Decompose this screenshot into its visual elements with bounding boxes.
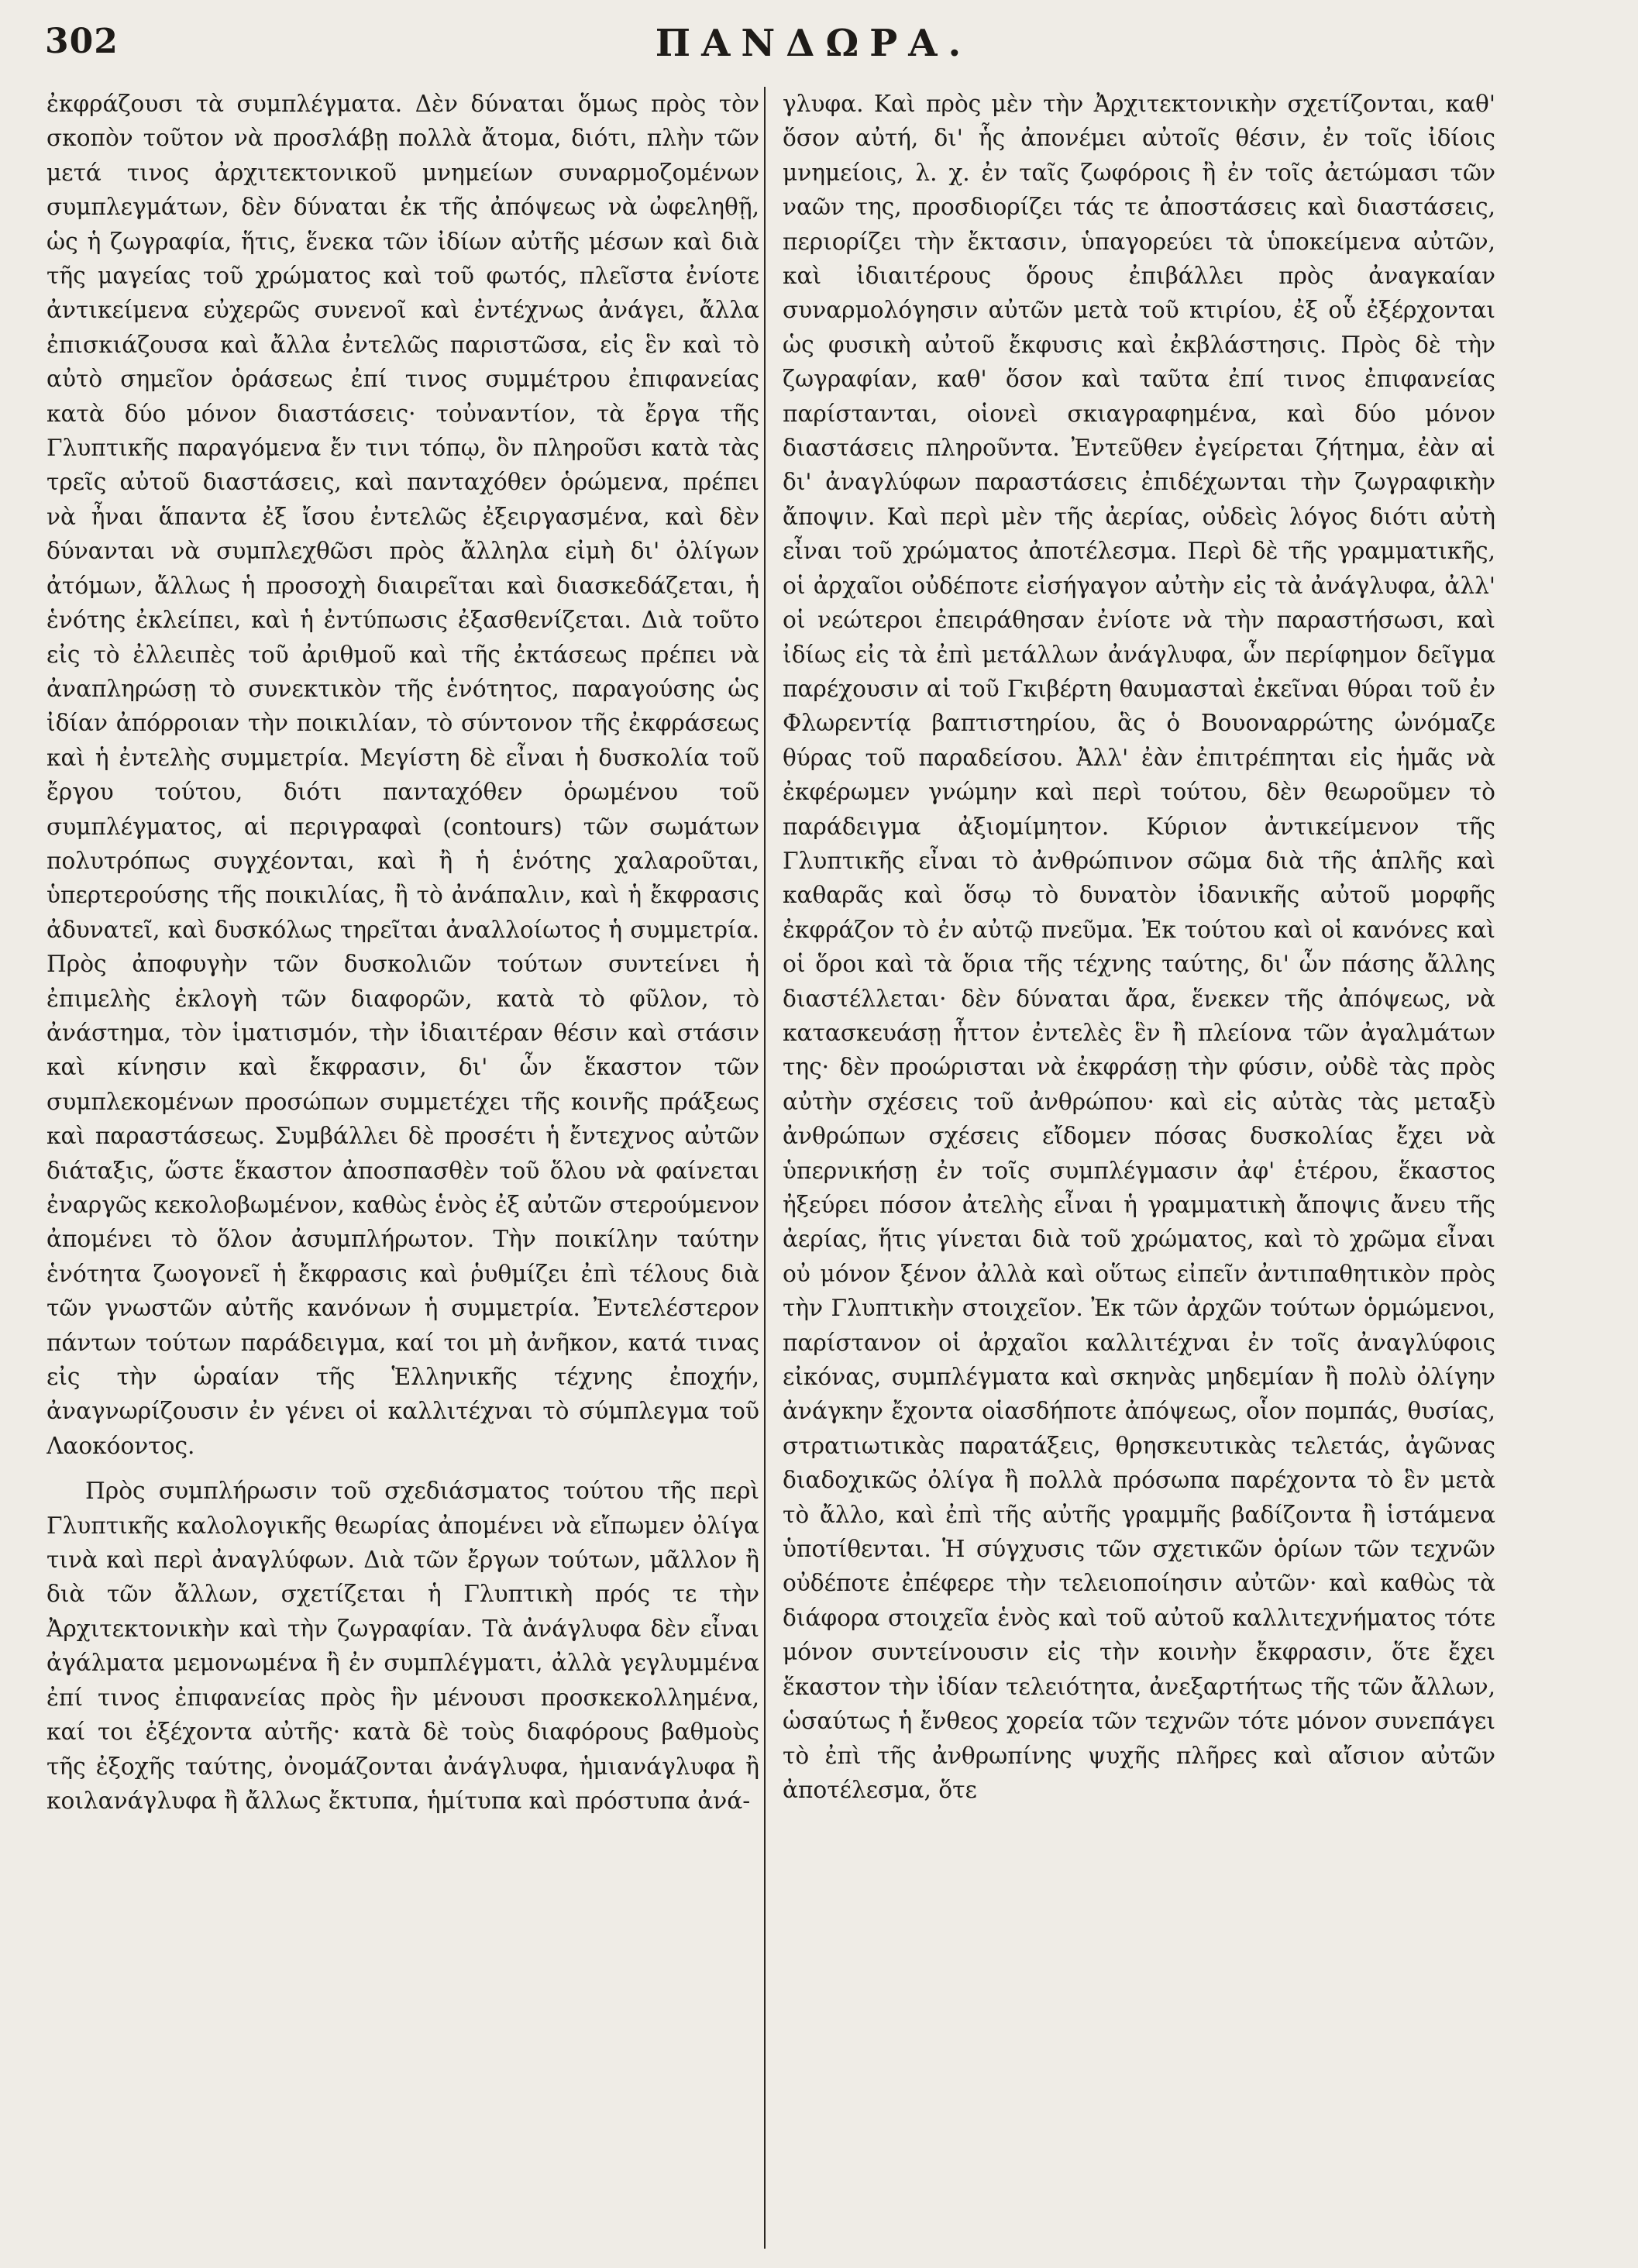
page-header — [39, 22, 1588, 68]
running-title: ΠΑΝΔΩΡΑ. — [655, 22, 972, 65]
column-divider — [764, 87, 766, 2249]
left-paragraph-1: ἐκφράζουσι τὰ συμπλέγματα. Δὲν δύναται ὅμως πρὸς τὸν σκοπὸν τοῦτον νὰ προσλάβῃ πολλὰ ἄτομα, διότι, πλὴν τῶν μετά τινος ἀρχιτεκτονικοῦ μνημείων συναρμοζομένων συμπλεγμάτων, δὲν δύναται ἐκ τῆς ἀπόψεως νὰ ὠφεληθῇ, ὡς ἡ ζωγραφία, ἥτις, ἕνεκα τῶν ἰδίων αὐτῆς μέσων καὶ διὰ τῆς μαγείας τοῦ χρώματος καὶ τοῦ φωτός, πλεῖστα ἐνίοτε ἀντικείμενα εὐχερῶς συνενοῖ καὶ ἐντέχνως ἀνάγει, ἄλλα ἐπισκιάζουσα καὶ ἄλλα ἐντελῶς παριστῶσα, εἰς ἓν καὶ τὸ αὐτὸ σημεῖον ὁράσεως ἐπί τινος συμμέτρου ἐπιφανείας κατὰ δύο μόνον διαστάσεις· τοὐναντίον, τὰ ἔργα τῆς Γλυπτικῆς παραγόμενα ἔν τινι τόπῳ, ὃν πληροῦσι κατὰ τὰς τρεῖς αὐτοῦ διαστάσεις, καὶ πανταχόθεν ὁρώμενα, πρέπει νὰ ἦναι ἅπαντα ἐξ ἴσου ἐντελῶς ἐξειργασμένα, καὶ δὲν δύνανται νὰ συμπλεχθῶσι πρὸς ἄλληλα εἰμὴ δι' ὀλίγων ἀτόμων, ἄλλως ἡ προσοχὴ διαιρεῖται καὶ διασκεδάζεται, ἡ ἑνότης ἐκλείπει, καὶ ἡ ἐντύπωσις ἐξασθενίζεται. Διὰ τοῦτο εἰς τὸ ἐλλειπὲς τοῦ ἀριθμοῦ καὶ τῆς ἐκτάσεως πρέπει νὰ ἀναπληρώσῃ τὸ συνεκτικὸν τῆς ἑνότητος, παραγούσης ὡς ἰδίαν ἀπόρροιαν τὴν ποικιλίαν, τὸ σύντονον τῆς ἐκφράσεως καὶ ἡ ἐντελὴς συμμετρία. Μεγίστη δὲ εἶναι ἡ δυσκολία τοῦ ἔργου τούτου, διότι πανταχόθεν ὁρωμένου τοῦ συμπλέγματος, αἱ περιγραφαὶ (contours) τῶν σωμάτων πολυτρόπως συγχέονται, καὶ ἢ ἡ ἑνότης χαλαροῦται, ὑπερτερούσης τῆς ποικιλίας, ἢ τὸ ἀνάπαλιν, καὶ ἡ ἔκφρασις ἀδυνατεῖ, καὶ δυσκόλως τηρεῖται ἀναλλοίωτος ἡ συμμετρία. Πρὸς ἀποφυγὴν τῶν δυσκολιῶν τούτων συντείνει ἡ ἐπιμελὴς ἐκλογὴ τῶν διαφορῶν, κατὰ τὸ φῦλον, τὸ ἀνάστημα, τὸν ἱματισμόν, τὴν ἰδιαιτέραν θέσιν καὶ στάσιν καὶ κίνησιν καὶ ἔκφρασιν, δι' ὧν ἕκαστον τῶν συμπλεκομένων προσώπων συμμετέχει τῆς κοινῆς πράξεως καὶ παραστάσεως. Συμβάλλει δὲ προσέτι ἡ ἔντεχνος αὐτῶν διάταξις, ὥστε ἕκαστον ἀποσπασθὲν τοῦ ὅλου νὰ φαίνεται ἐναργῶς κεκολοβωμένον, καθὼς ἑνὸς ἐξ αὐτῶν στερούμενον ἀπομένει τὸ ὅλον ἀσυμπλήρωτον. Τὴν ποικίλην ταύτην ἑνότητα ζωογονεῖ ἡ ἔκφρασις καὶ ῥυθμίζει ἐπὶ τέλους διὰ τῶν γνωστῶν αὐτῆς κανόνων ἡ συμμετρία. Ἐντελέστερον πάντων τούτων παράδειγμα, καί τοι μὴ ἀνῆκον, κατά τινας εἰς τὴν ὡραίαν τῆς Ἑλληνικῆς τέχνης ἐποχήν, ἀναγνωρίζουσιν ἐν γένει οἱ καλλιτέχναι τὸ σύμπλεγμα τοῦ Λαοκόοντος. — [46, 91, 759, 1459]
left-paragraph-2: Πρὸς συμπλήρωσιν τοῦ σχεδιάσματος τούτου τῆς περὶ Γλυπτικῆς καλολογικῆς θεωρίας ἀπομένει νὰ εἴπωμεν ὀλίγα τινὰ καὶ περὶ ἀναγλύφων. Διὰ τῶν ἔργων τούτων, μᾶλλον ἢ διὰ τῶν ἄλλων, σχετίζεται ἡ Γλυπτικὴ πρός τε τὴν Ἀρχιτεκτονικὴν καὶ τὴν ζωγραφίαν. Τὰ ἀνάγλυφα δὲν εἶναι ἀγάλματα μεμονωμένα ἢ ἐν συμπλέγματι, ἀλλὰ γεγλυμμένα ἐπί τινος ἐπιφανείας πρὸς ἣν μένουσι προσκεκολλημένα, καί τοι ἐξέχοντα αὐτῆς· κατὰ δὲ τοὺς διαφόρους βαθμοὺς τῆς ἐξοχῆς ταύτης, ὀνομάζονται ἀνάγλυφα, ἡμιανάγλυφα ἢ κοιλανάγλυφα ἢ ἄλλως ἔκτυπα, ἡμίτυπα καὶ πρόστυπα ἀνά- — [46, 1478, 759, 1814]
right-paragraph-1: γλυφα. Καὶ πρὸς μὲν τὴν Ἀρχιτεκτονικὴν σχετίζονται, καθ' ὅσον αὐτή, δι' ἧς ἀπονέμει αὐτοῖς θέσιν, ἐν τοῖς ἰδίοις μνημείοις, λ. χ. ἐν ταῖς ζωφόροις ἢ ἐν τοῖς ἀετώμασι τῶν ναῶν της, προσδιορίζει τάς τε ἀποστάσεις καὶ διαστάσεις, περιορίζει τὴν ἔκτασιν, ὑπαγορεύει τὰ ὑποκείμενα αὐτῶν, καὶ ἰδιαιτέρους ὅρους ἐπιβάλλει πρὸς ἀναγκαίαν συναρμολόγησιν αὐτῶν μετὰ τοῦ κτιρίου, ἐξ οὗ ἐξέρχονται ὡς φυσικὴ αὐτοῦ ἔκφυσις καὶ ἐκβλάστησις. Πρὸς δὲ τὴν ζωγραφίαν, καθ' ὅσον καὶ ταῦτα ἐπί τινος ἐπιφανείας παρίστανται, οἱονεὶ σκιαγραφημένα, καὶ δύο μόνον διαστάσεις πληροῦντα. Ἐντεῦθεν ἐγείρεται ζήτημα, ἐὰν αἱ δι' ἀναγλύφων παραστάσεις ἐπιδέχωνται τὴν ζωγραφικὴν ἄποψιν. Καὶ περὶ μὲν τῆς ἀερίας, οὐδεὶς λόγος διότι αὐτὴ εἶναι τοῦ χρώματος ἀποτέλεσμα. Περὶ δὲ τῆς γραμματικῆς, οἱ ἀρχαῖοι οὐδέποτε εἰσήγαγον αὐτὴν εἰς τὰ ἀνάγλυφα, ἀλλ' οἱ νεώτεροι ἐπειράθησαν ἐνίοτε νὰ τὴν παραστήσωσι, καὶ ἰδίως εἰς τὰ ἐπὶ μετάλλων ἀνάγλυφα, ὧν περίφημον δεῖγμα παρέχουσιν αἱ τοῦ Γκιβέρτη θαυμασταὶ ἐκεῖναι θύραι τοῦ ἐν Φλωρεντίᾳ βαπτιστηρίου, ἃς ὁ Βουοναρρώτης ὠνόμαζε θύρας τοῦ παραδείσου. Ἀλλ' ἐὰν ἐπιτρέπηται εἰς ἡμᾶς νὰ ἐκφέρωμεν γνώμην καὶ περὶ τούτου, δὲν θεωροῦμεν τὸ παράδειγμα ἀξιομίμητον. Κύριον ἀντικείμενον τῆς Γλυπτικῆς εἶναι τὸ ἀνθρώπινον σῶμα διὰ τῆς ἁπλῆς καὶ καθαρᾶς καὶ ὅσῳ τὸ δυνατὸν ἰδανικῆς αὐτοῦ μορφῆς ἐκφράζον τὸ ἐν αὐτῷ πνεῦμα. Ἐκ τούτου καὶ οἱ κανόνες καὶ οἱ ὅροι καὶ τὰ ὅρια τῆς τέχνης ταύτης, δι' ὧν πάσης ἄλλης διαστέλλεται· δὲν δύναται ἄρα, ἕνεκεν τῆς ἀπόψεως, νὰ κατασκευάσῃ ἧττον ἐντελὲς ἓν ἢ πλείονα τῶν ἀγαλμάτων της· δὲν προώρισται νὰ ἐκφράσῃ τὴν φύσιν, οὐδὲ τὰς πρὸς αὐτὴν σχέσεις τοῦ ἀνθρώπου· καὶ εἰς αὐτὰς τὰς μεταξὺ ἀνθρώπων σχέσεις εἴδομεν πόσας δυσκολίας ἔχει νὰ ὑπερνικήσῃ ἐν τοῖς συμπλέγμασιν ἀφ' ἑτέρου, ἕκαστος ἠξεύρει πόσον ἀτελὴς εἶναι ἡ γραμματικὴ ἄποψις ἄνευ τῆς ἀερίας, ἥτις γίνεται διὰ τοῦ χρώματος, καὶ τὸ χρῶμα εἶναι οὐ μόνον ξένον ἀλλὰ καὶ οὕτως εἰπεῖν ἀντιπαθητικὸν πρὸς τὴν Γλυπτικὴν στοιχεῖον. Ἐκ τῶν ἀρχῶν τούτων ὁρμώμενοι, παρίστανον οἱ ἀρχαῖοι καλλιτέχναι ἐν τοῖς ἀναγλύφοις εἰκόνας, συμπλέγματα καὶ σκηνὰς μηδεμίαν ἢ πολὺ ὀλίγην ἀνάγκην ἔχοντα οἱασδήποτε ἀπόψεως, οἷον πομπάς, θυσίας, στρατιωτικὰς παρατάξεις, θρησκευτικὰς τελετάς, ἀγῶνας διαδοχικῶς ὀλίγα ἢ πολλὰ πρόσωπα παρέχοντα τὸ ἓν μετὰ τὸ ἄλλο, καὶ ἐπὶ τῆς αὐτῆς γραμμῆς βαδίζοντα ἢ ἱστάμενα ὑποτίθενται. Ἡ σύγχυσις τῶν σχετικῶν ὁρίων τῶν τεχνῶν οὐδέποτε ἐπέφερε τὴν τελειοποίησιν αὐτῶν· καὶ καθὼς τὰ διάφορα στοιχεῖα ἑνὸς καὶ τοῦ αὐτοῦ καλλιτεχνήματος τότε μόνον συντείνουσιν εἰς τὴν κοινὴν ἔκφρασιν, ὅτε ἔχει ἕκαστον τὴν ἰδίαν τελειότητα, ἀνεξαρτήτως τῆς τῶν ἄλλων, ὡσαύτως ἡ ἔνθεος χορεία τῶν τεχνῶν τότε μόνον συνεπάγει τὸ ἐπὶ τῆς ἀνθρωπίνης ψυχῆς πλῆρες καὶ αἴσιον αὐτῶν ἀποτέλεσμα, ὅτε — [783, 91, 1495, 1803]
right-column — [783, 87, 1495, 2241]
page-number: 302 — [45, 22, 119, 61]
left-column — [46, 87, 759, 2241]
